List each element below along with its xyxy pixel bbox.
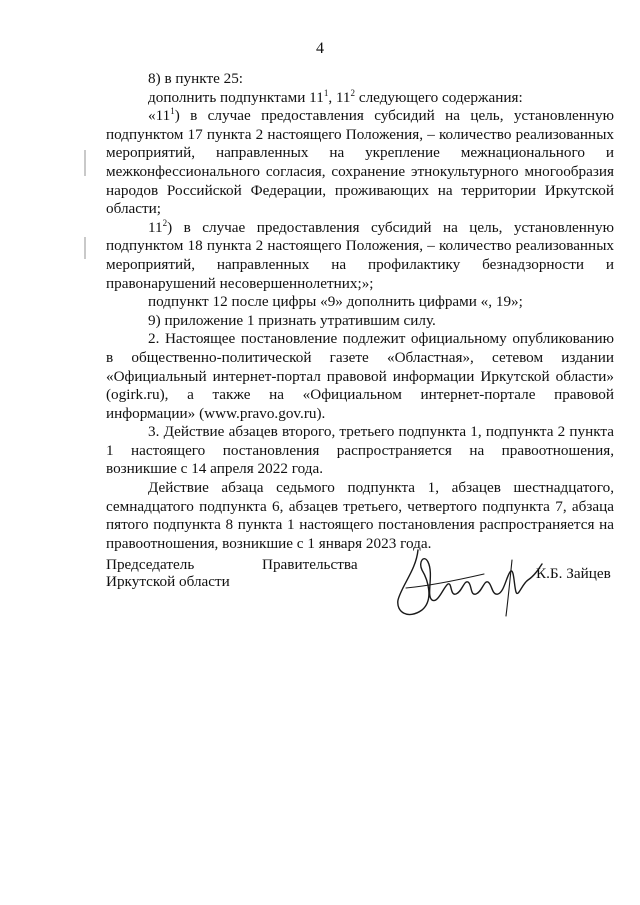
paragraph: 8) в пункте 25: [148,70,244,87]
margin-mark [84,237,86,259]
paragraph: дополнить подпунктами $11^1$, $11^2$ следующего содержания: [148,87,523,106]
paragraph: 9) приложение 1 признать утратившим силу. [148,311,436,329]
margin-mark [84,150,86,176]
paragraph: $11^2$) в случае предоставления субсидий на цель, установленную подпунктом 18 пункта 2 настоящего Положения, – количество реализованных мероприятий, направленных на профилактику безнадзорности и правонарушений несовершеннолетних;»; [106,217,614,292]
signatory-name: К.Б. Зайцев [536,565,611,582]
paragraph: Действие абзаца седьмого подпункта 1, абзацев шестнадцатого, семнадцатого подпункта 6, абзацев третьего, четвертого подпункта 7, абзаца пятого подпункта 8 пункта 1 настоящего постановления распространяется на правоотношения, возникшие с 1 января 2023 года. [106,479,614,552]
paragraph: «$11^1$) в случае предоставления субсидий на цель, установленную подпунктом 17 пункта 2 настоящего Положения, – количество реализованных мероприятий, направленных на укрепление межнационального и межконфессионального согласия, сохранение этнокультурного многообразия народов Российской Федерации, проживающих на территории Иркутской области; [106,106,614,218]
paragraph: подпункт 12 после цифры «9» дополнить цифрами «, 19»; [148,293,523,311]
document-body [106,70,614,553]
signatory-title: Председатель Иркутской области [106,556,230,590]
page-number: 4 [316,40,324,57]
signatory-title-right: Правительства [262,556,358,573]
paragraph: 3. Действие абзацев второго, третьего подпункта 1, подпункта 2 пункта 1 настоящего постановления распространяется на правоотношения, возникшие с 14 апреля 2022 года. [106,423,614,478]
signature-block [106,556,626,676]
handwritten-signature [388,540,548,630]
paragraph: 2. Настоящее постановление подлежит официальному опубликованию в общественно-политической газете «Областная», сетевом издании «Официальный интернет-портал правовой информации Иркутской области» (ogirk.ru), а также на «Официальном интернет-портале правовой информации» (www.pravo.gov.ru). [106,330,614,422]
